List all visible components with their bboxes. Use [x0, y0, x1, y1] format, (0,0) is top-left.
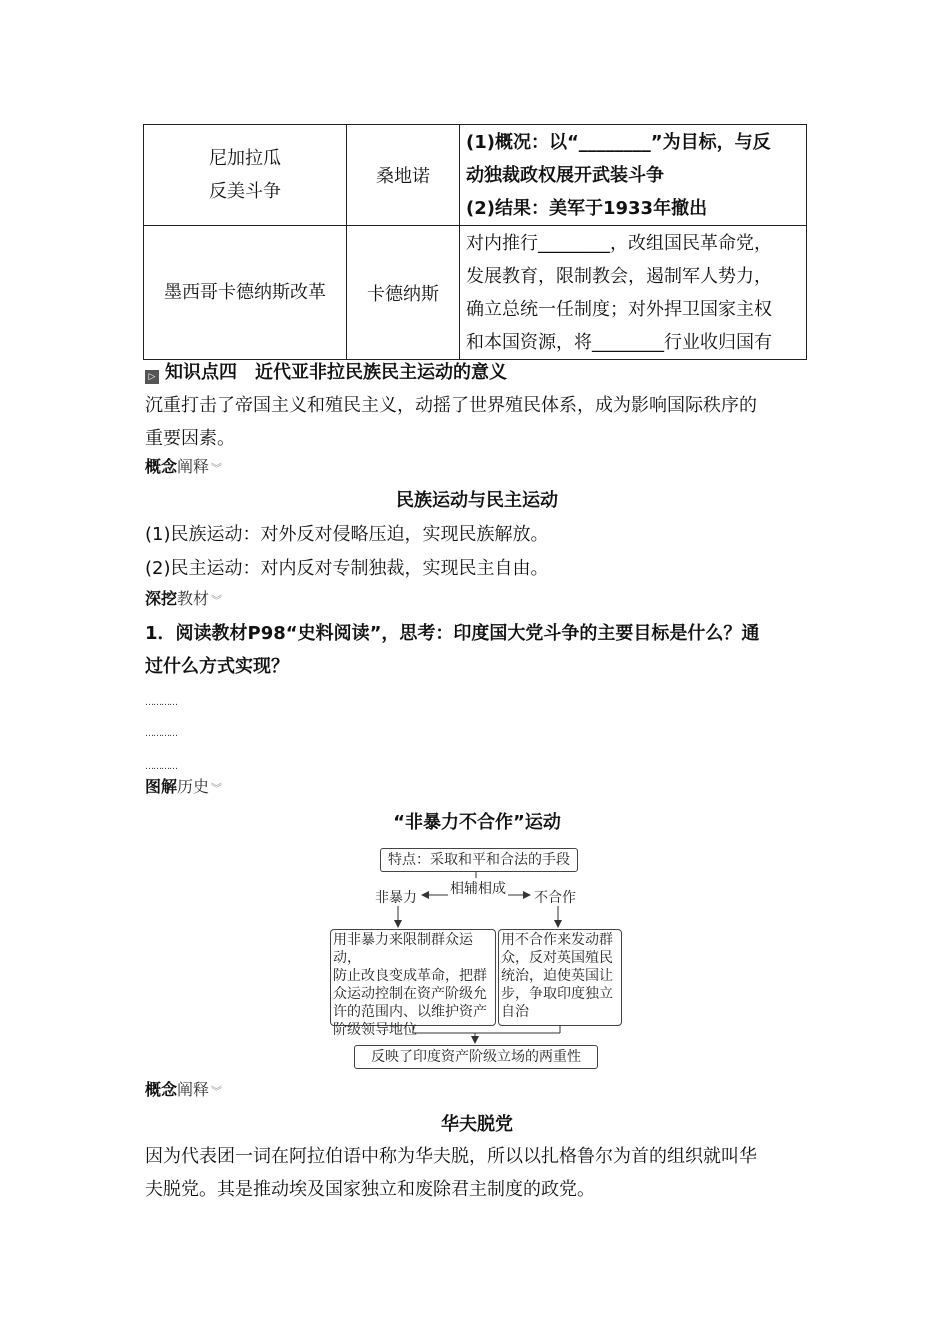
- box-line: 步，争取印度独立: [501, 986, 613, 1002]
- box-line: 阶级领导地位: [333, 1022, 417, 1038]
- nonviolence-box: [330, 929, 496, 1038]
- answer-dots: …………: [145, 762, 177, 772]
- chevron-down-icon: ︾: [211, 462, 223, 475]
- concept2-text-line: 因为代表团一词在阿拉伯语中称为华夫脱，所以以扎格鲁尔为首的组织就叫华: [145, 1146, 757, 1167]
- tag-light: 历史: [177, 777, 210, 796]
- content-line: 发展教育，限制教会，遏制军人势力，: [466, 265, 772, 287]
- box-line: 众运动控制在资产阶级允: [333, 986, 487, 1002]
- chevron-down-icon: ︾: [211, 782, 223, 795]
- content-line: 确立总统一任制度；对外捍卫国家主权: [466, 298, 772, 320]
- concept1-item: (1)民族运动：对外反对侵略压迫，实现民族解放。: [145, 524, 549, 545]
- conclusion-box: 反映了印度资产阶级立场的两重性: [354, 1045, 598, 1069]
- tag-bold: 概念: [145, 1080, 178, 1099]
- leader-cell: 卡德纳斯: [347, 226, 460, 360]
- concept1-item: (2)民主运动：对内反对专制独裁，实现民主自由。: [145, 558, 549, 579]
- tag-light: 阐释: [177, 1080, 210, 1099]
- tag-bold: 图解: [145, 777, 178, 796]
- tag-light: 教材: [177, 589, 210, 608]
- content-line: 对内推行________，改组国民革命党，: [466, 232, 772, 254]
- complementary-label: 相辅相成: [448, 878, 508, 898]
- box-line: 用不合作来发动群: [501, 932, 613, 948]
- event-cell: 墨西哥卡德纳斯改革: [144, 226, 347, 360]
- event-line: 尼加拉瓜: [209, 148, 281, 169]
- answer-dots: …………: [145, 698, 177, 708]
- question-line: 过什么方式实现？: [145, 656, 289, 677]
- content-line: 动独裁政权展开武装斗争: [466, 164, 664, 186]
- leader-cell: 桑地诺: [347, 125, 460, 226]
- section4-text-line: 沉重打击了帝国主义和殖民主义，动摇了世界殖民体系，成为影响国际秩序的: [145, 395, 757, 416]
- diagram-title: “非暴力不合作”运动: [393, 812, 561, 833]
- concept-tag: [145, 1079, 222, 1103]
- box-line: 用非暴力来限制群众运动，: [333, 932, 473, 966]
- concept2-text-line: 夫脱党。其是推动埃及国家独立和废除君主制度的政党。: [145, 1179, 595, 1200]
- tag-light: 阐释: [177, 457, 210, 476]
- box-line: 众，反对英国殖民: [501, 950, 613, 966]
- box-line: 防止改良变成革命，把群: [333, 968, 487, 984]
- tag-bold: 概念: [145, 457, 178, 476]
- content-line: 和本国资源，将________行业收归国有: [466, 331, 772, 353]
- section4-title: 知识点四 近代亚非拉民族民主运动的意义: [165, 362, 507, 383]
- feature-box: 特点：采取和平和合法的手段: [380, 848, 578, 872]
- chevron-down-icon: ︾: [211, 594, 223, 607]
- event-line: 反美斗争: [209, 181, 281, 202]
- question-line: 1．阅读教材P98“史料阅读”，思考：印度国大党斗争的主要目标是什么？通: [145, 623, 760, 644]
- box-line: 统治，迫使英国让: [501, 968, 613, 984]
- content-line: (2)结果：美军于1933年撤出: [466, 197, 708, 219]
- concept2-title: 华夫脱党: [441, 1114, 513, 1135]
- answer-dots: …………: [145, 729, 177, 739]
- concept1-title: 民族运动与民主运动: [396, 490, 558, 511]
- noncooperation-label: 不合作: [534, 890, 576, 906]
- noncooperation-box: [498, 929, 622, 1026]
- triangle-icon: ▷: [145, 370, 159, 384]
- nonviolence-label: 非暴力: [375, 890, 417, 906]
- box-line: 自治: [501, 1004, 529, 1020]
- chevron-down-icon: ︾: [211, 1085, 223, 1098]
- tag-bold: 深挖: [145, 589, 178, 608]
- section4-text-line: 重要因素。: [145, 428, 235, 449]
- content-line: (1)概况：以“________”为目标，与反: [466, 131, 771, 153]
- box-line: 许的范围内、以维护资产: [333, 1004, 487, 1020]
